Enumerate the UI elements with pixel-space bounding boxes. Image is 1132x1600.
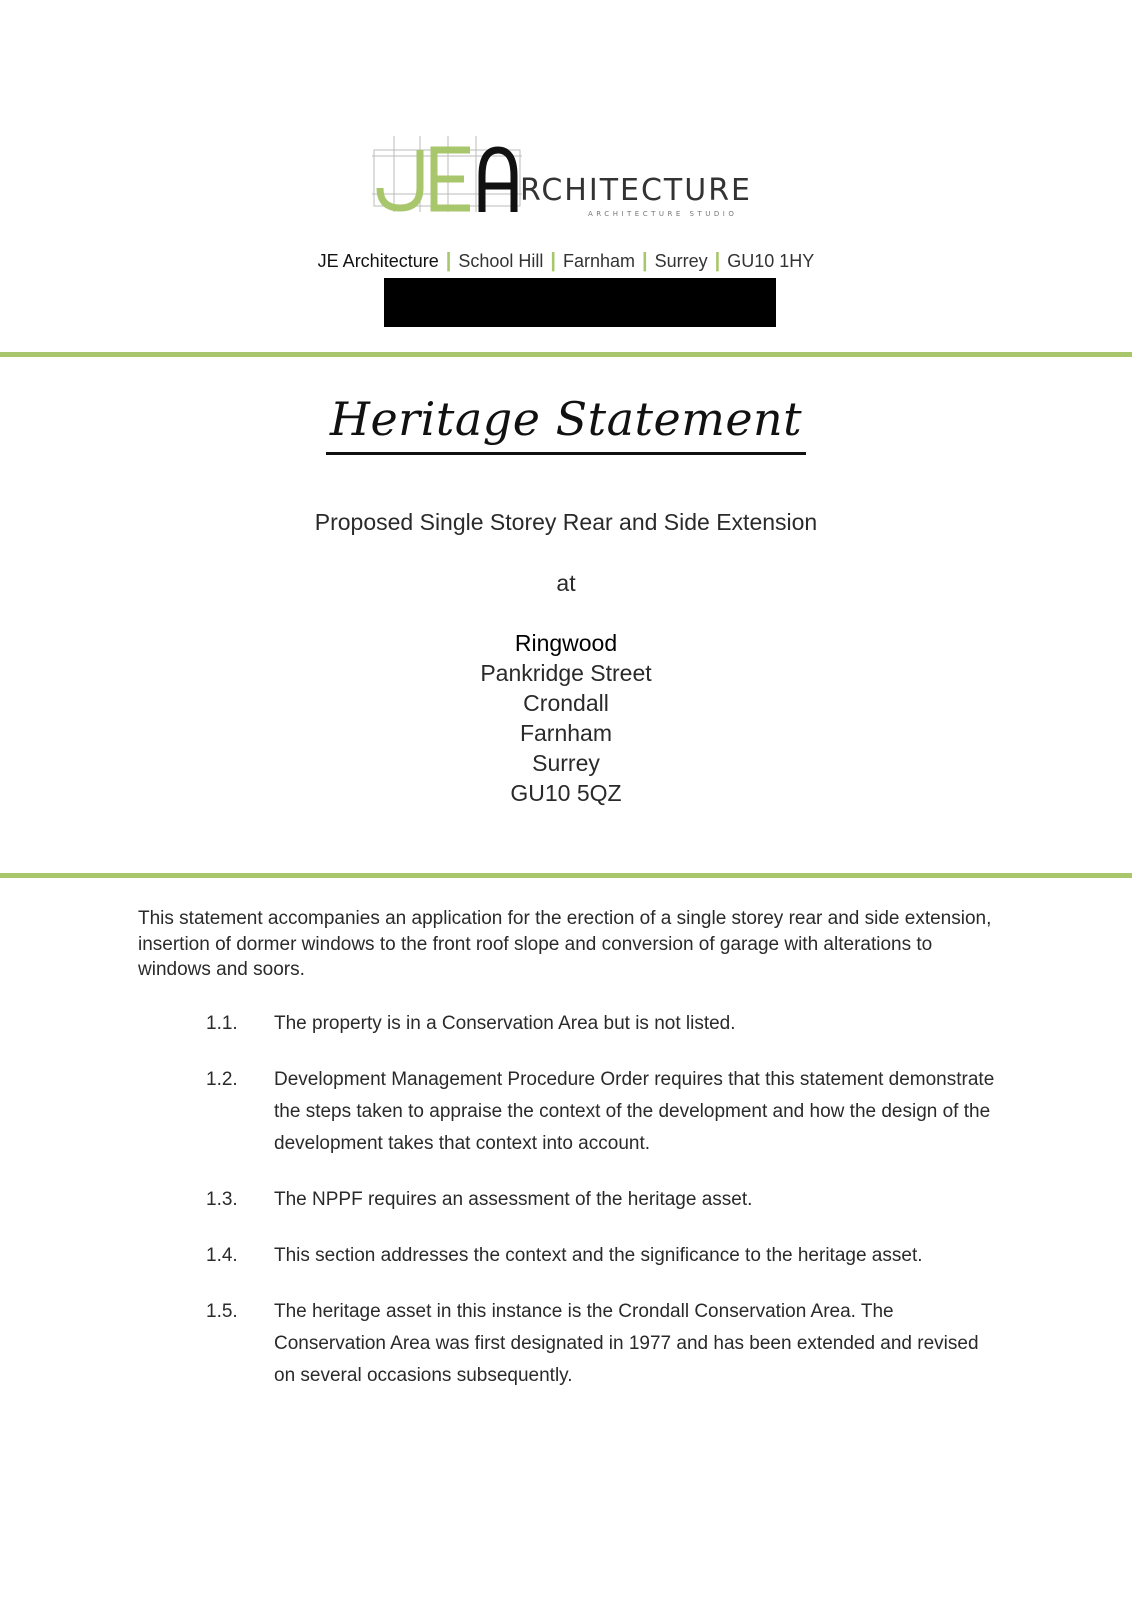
intro-paragraph: This statement accompanies an application for the erection of a single storey rear and side extension, insertion of dormer windows to the front roof slope and conversion of garage with alterations to windows and soors.: [138, 908, 992, 980]
item-text: This section addresses the context and the significance to the heritage asset.: [274, 1245, 923, 1266]
property-street: Pankridge Street: [480, 660, 652, 686]
je-architecture-logo: [372, 136, 762, 218]
address-separator: |: [445, 250, 452, 272]
address-separator: |: [550, 250, 556, 272]
item-number: 1.3.: [206, 1189, 238, 1210]
list-item: [206, 1240, 996, 1272]
firm-name: JE Architecture: [317, 251, 439, 271]
document-title: [0, 392, 1132, 455]
address-separator: |: [642, 250, 648, 272]
property-address: [0, 628, 1132, 808]
at-label: at: [556, 570, 576, 596]
logo-wordmark: RCHITECTURE: [520, 173, 753, 208]
item-text: Development Management Procedure Order requires that this statement demonstrate the steps taken to appraise the context of the development and how the design of the development takes that context into account.: [274, 1069, 995, 1154]
document-title-text: Heritage Statement: [326, 392, 806, 455]
document-subtitle: Proposed Single Storey Rear and Side Extension: [314, 509, 818, 535]
item-number: 1.5.: [206, 1301, 238, 1322]
logo-tagline: ARCHITECTURE STUDIO: [588, 210, 738, 218]
property-name: Ringwood: [514, 630, 618, 656]
property-town: Farnham: [519, 720, 613, 746]
top-divider: [0, 352, 1132, 357]
item-number: 1.1.: [206, 1013, 238, 1034]
address-county: Surrey: [654, 251, 708, 271]
item-text: The property is in a Conservation Area but is not listed.: [274, 1013, 736, 1034]
item-text: The heritage asset in this instance is the Crondall Conservation Area. The Conservation Area was first designated in 1977 and has been extended and revised on several occasions subsequently.: [274, 1301, 979, 1386]
numbered-list: [206, 1008, 996, 1392]
address-postcode: GU10 1HY: [727, 251, 815, 271]
item-number: 1.2.: [206, 1069, 238, 1090]
item-number: 1.4.: [206, 1245, 238, 1266]
address-separator: |: [714, 250, 721, 272]
address-town: Farnham: [563, 251, 636, 271]
address-street: School Hill: [458, 251, 544, 271]
redaction-bar: [384, 278, 776, 327]
property-county: Surrey: [532, 750, 600, 776]
bottom-divider: [0, 873, 1132, 878]
property-village: Crondall: [523, 690, 609, 716]
list-item: [206, 1064, 996, 1160]
address-line: [0, 250, 1132, 273]
list-item: [206, 1008, 996, 1040]
list-item: [206, 1184, 996, 1216]
property-postcode: GU10 5QZ: [510, 780, 622, 806]
item-text: The NPPF requires an assessment of the heritage asset.: [274, 1189, 753, 1210]
list-item: [206, 1296, 996, 1392]
